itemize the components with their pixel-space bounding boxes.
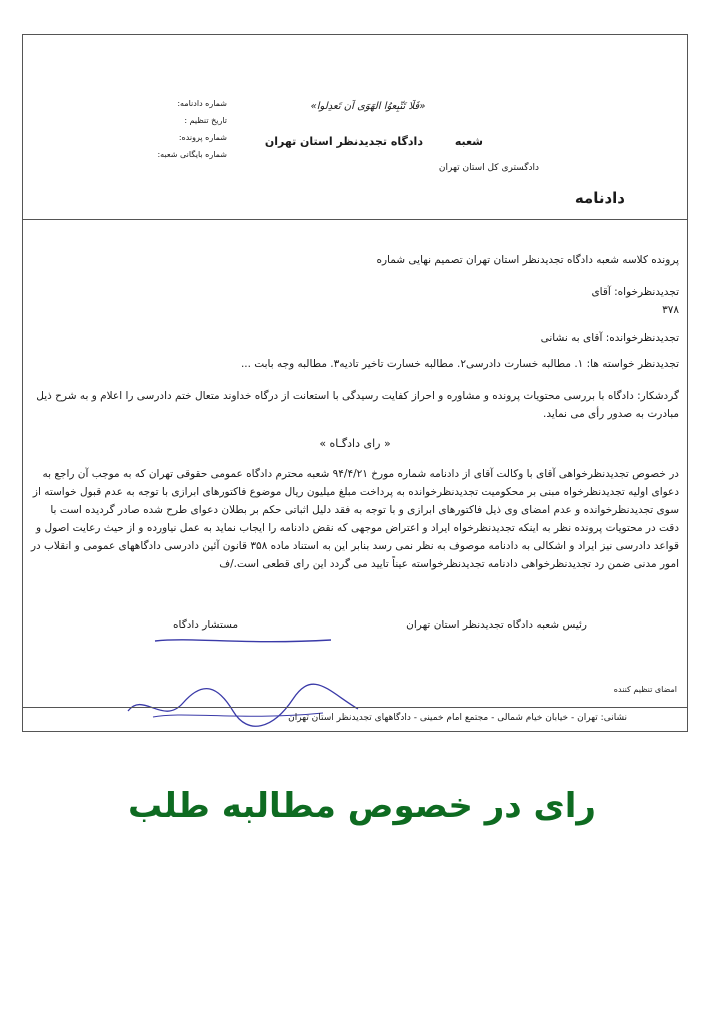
quran-motto: «فَلَا تَتّبِعوُا الهَوَی اَن تَعدِلوا» bbox=[310, 101, 426, 112]
court-heading bbox=[264, 135, 483, 148]
document-fields bbox=[87, 95, 227, 163]
underline-stroke bbox=[153, 637, 333, 645]
appellee-line: تجدیدنظرخوانده: آقای به نشانی bbox=[540, 332, 679, 344]
appellant-number: ۳۷۸ bbox=[662, 304, 679, 316]
field-verdict-number: شماره دادنامه: bbox=[177, 99, 227, 108]
proceedings-paragraph: گردشکار: دادگاه با بررسی محتویات پرونده و مشاوره و احراز کفایت رسیدگی با استعانت از درگاه خداوند متعال ختم دادرسی را اعلام و به شرح ذیل مبادرت به صدور رأی می نماید. bbox=[36, 390, 679, 420]
preparer-signature-label: امضای تنظیم کننده bbox=[613, 685, 677, 694]
court-document bbox=[22, 34, 688, 732]
field-archive-number: شماره بایگانی شعبه: bbox=[157, 150, 227, 159]
handwritten-signature bbox=[123, 681, 363, 731]
header-divider bbox=[23, 219, 687, 220]
verdict-paragraph: در خصوص تجدیدنظرخواهی آقای با وکالت آقای از دادنامه شماره مورخ ۹۴/۴/۲۱ شعبه محترم دادگاه عمومی حقوقی تهران که به موجب آن راجع به دعوای اولیه تجدیدنظرخواه مبنی بر محکومیت تجدیدنظرخوانده به پرداخت مبلغ میلیون ریال موضوع فاکتورهای ابرازی با توجه به عدم قبول خواسته از سوی تجدیدنظرخوانده و عدم امضای وی ذیل فاکتورهای ابرازی و با توجه به فقد دلیل اثباتی حکم بر بطلان دعوای طرح شده صادر گردیده است با دقت در محتویات پرونده نظر به اینکه تجدیدنظرخواه ایراد و اعتراض موجهی که نقض دادنامه را ایجاب نماید به عمل نیاورده و از حیث رعایت اصول و قواعد دادرسی نیز ایراد و اشکالی به دادنامه موصوف به نظر نمی رسد بنابر این به استناد ماده ۳۵۸ قانون آئین دادرسی دادگاههای عمومی و انقلاب در امور مدنی ضمن رد تجدیدنظرخواهی دادنامه تجدیدنظرخواسته عیناً تایید می گردد این رای قطعی است./ف bbox=[30, 468, 679, 570]
court-address: نشانی: تهران - خیابان خیام شمالی - مجتمع امام خمینی - دادگاههای تجدیدنظر استان تهران bbox=[288, 713, 627, 723]
document-title: دادنامه bbox=[574, 189, 625, 207]
case-file-line: پرونده کلاسه شعبه دادگاه تجدیدنظر استان تهران تصمیم نهایی شماره bbox=[376, 254, 679, 266]
advisor-label: مستشار دادگاه bbox=[173, 619, 239, 631]
appellant-line: تجدیدنظرخواه: آقای bbox=[591, 286, 679, 298]
chief-signature-line: رئیس شعبه دادگاه تجدیدنظر استان تهران bbox=[406, 619, 587, 631]
footer-divider bbox=[23, 707, 687, 708]
verdict-heading: « رای دادگـاه » bbox=[319, 437, 391, 450]
court-admin: دادگستری کل استان تهران bbox=[438, 163, 539, 173]
image-caption: رای در خصوص مطالبه طلب bbox=[128, 786, 596, 826]
court-name: دادگاه تجدیدنظر استان تهران bbox=[264, 135, 423, 148]
requests-line: تجدیدنظر خواسته ها: ۱. مطالبه خسارت دادرسی۲. مطالبه خسارت تاخیر تادیه۳. مطالبه وجه بابت ... bbox=[240, 358, 679, 370]
field-case-number: شماره پرونده: bbox=[178, 133, 227, 142]
branch-label: شعبه bbox=[454, 135, 483, 148]
field-issue-date: تاریخ تنظیم : bbox=[184, 116, 227, 125]
